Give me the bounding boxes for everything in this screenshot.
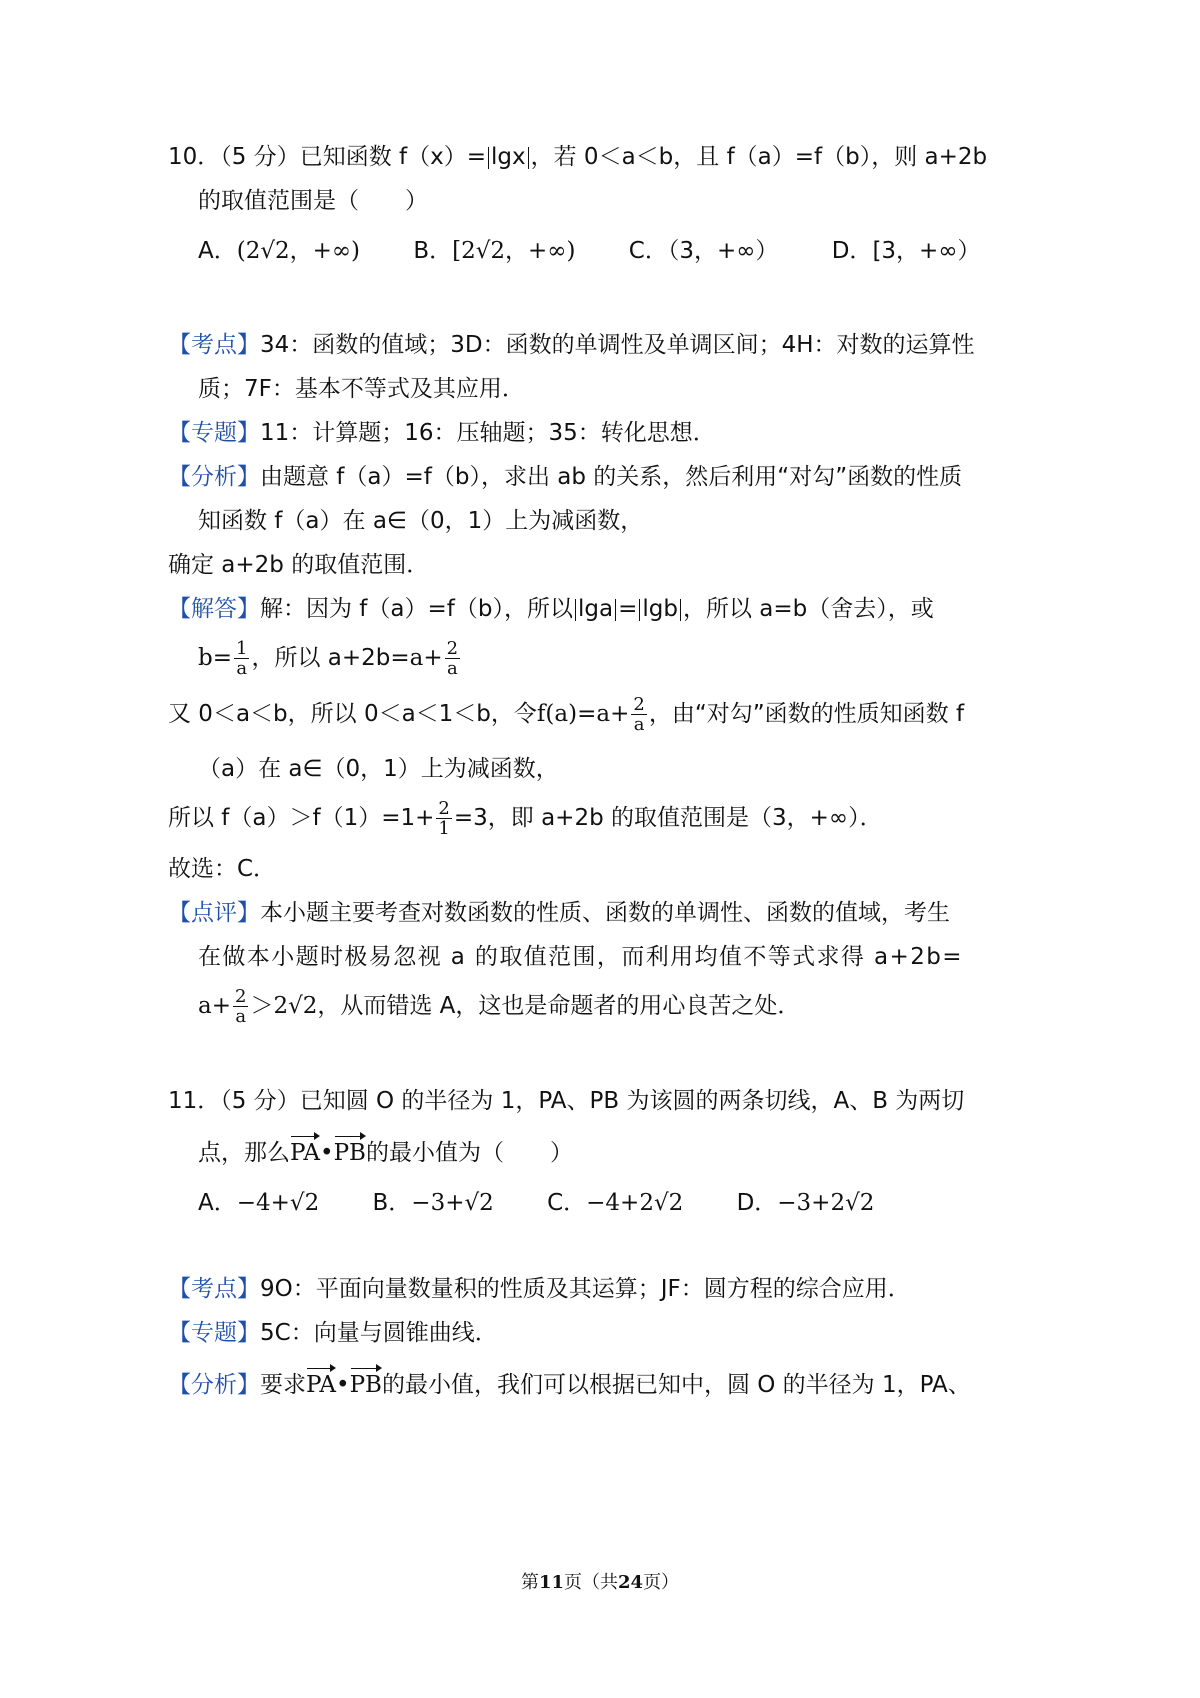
- fraction-2-over-a: $\frac{2}{a}$: [234, 986, 247, 1027]
- zhuanti-tag: 【专题】: [168, 420, 260, 446]
- fraction-2-over-1: $\frac{2}{1}$: [438, 798, 450, 839]
- q10-jieda-line2: b= $\frac{1}{a}$ ，所以 a+2b=a+ $\frac{2}{a}$: [198, 638, 459, 679]
- q10-fenxi-line3: 确定 a+2b 的取值范围．: [168, 552, 430, 578]
- vector-pa: PA: [290, 1134, 320, 1170]
- vector-pa: PA: [306, 1366, 336, 1402]
- q10-jieda-line4: （a）在 a∈（0，1）上为减函数，: [198, 756, 559, 782]
- q11-fenxi: 【分析】要求PA•PB的最小值，我们可以根据已知中，圆 O 的半径为 1，PA、: [168, 1366, 971, 1402]
- zhuanti-tag: 【专题】: [168, 1320, 260, 1346]
- fenxi-tag: 【分析】: [168, 464, 260, 490]
- q10-option-d: D．[3，+∞）: [831, 238, 981, 264]
- kaodian-tag: 【考点】: [168, 332, 260, 358]
- q10-dianping-line2: 在做本小题时极易忽视 a 的取值范围，而利用均值不等式求得 a+2b=: [198, 944, 963, 970]
- fenxi-tag: 【分析】: [168, 1372, 260, 1398]
- q11-option-d: D．−3+2√2: [736, 1190, 875, 1216]
- q10-option-c: C．（3，+∞）: [628, 238, 779, 264]
- q10-jieda-line6: 故选：C．: [168, 856, 277, 882]
- q11-option-b: B．−3+√2: [372, 1190, 494, 1216]
- q10-stem-line2: 的取值范围是（ ）: [198, 188, 428, 214]
- fraction-1-over-a: $\frac{1}{a}$: [236, 638, 248, 679]
- q10-jieda-line1: 【解答】解：因为 f（a）=f（b），所以 lga = lgb ，所以 a=b（舍去），或: [168, 596, 934, 622]
- dianping-tag: 【点评】: [168, 900, 260, 926]
- q10-option-b: B．[2√2，+∞): [413, 238, 576, 264]
- vector-pb: PB: [350, 1366, 382, 1402]
- fraction-2-over-a: $\frac{2}{a}$: [633, 694, 645, 735]
- q10-jieda-line5: 所以 f（a）＞f（1）=1+ $\frac{2}{1}$ =3，即 a+2b 的取值范围是（3，+∞）．: [168, 798, 883, 839]
- q11-stem-line2: 点，那么PA•PB的最小值为（ ）: [198, 1134, 573, 1170]
- q10-stem-line1: 10．（5 分）已知函数 f（x）= lgx ，若 0＜a＜b，且 f（a）=f（b），则 a+2b: [168, 144, 988, 170]
- q10-option-a: A．(2√2，+∞): [198, 238, 361, 264]
- fraction-2-over-a: $\frac{2}{a}$: [446, 638, 459, 679]
- q11-options: [198, 1186, 920, 1220]
- page-footer: 第11页（共24页）: [520, 1572, 680, 1593]
- q10-jieda-line3: 又 0＜a＜b，所以 0＜a＜1＜b，令f(a)=a+ $\frac{2}{a}$ ，由“对勾”函数的性质知函数 f: [168, 694, 965, 735]
- q10-fenxi-line2: 知函数 f（a）在 a∈（0，1）上为减函数，: [198, 508, 644, 534]
- q11-option-a: A．−4+√2: [198, 1190, 320, 1216]
- jieda-tag: 【解答】: [168, 596, 260, 622]
- q10-fenxi-line1: 【分析】由题意 f（a）=f（b），求出 ab 的关系，然后利用“对勾”函数的性质: [168, 464, 963, 490]
- kaodian-tag: 【考点】: [168, 1276, 260, 1302]
- q10-dianping-line1: 【点评】本小题主要考查对数函数的性质、函数的单调性、函数的值域，考生: [168, 900, 950, 926]
- q11-zhuanti: 【专题】5C：向量与圆锥曲线．: [168, 1320, 498, 1346]
- q10-dianping-line3: a+ $\frac{2}{a}$ ＞2√2，从而错选 A，这也是命题者的用心良苦之处．: [198, 986, 801, 1027]
- q10-zhuanti: 【专题】11：计算题；16：压轴题；35：转化思想．: [168, 420, 716, 446]
- total-pages: 24: [618, 1572, 644, 1593]
- vector-pb: PB: [334, 1134, 366, 1170]
- q11-stem-line1: 11．（5 分）已知圆 O 的半径为 1，PA、PB 为该圆的两条切线，A、B 为两切: [168, 1088, 965, 1114]
- q11-kaodian: 【考点】9O：平面向量数量积的性质及其运算；JF：圆方程的综合应用．: [168, 1276, 911, 1302]
- q11-option-c: C．−4+2√2: [547, 1190, 684, 1216]
- q10-kaodian-line2: 质；7F：基本不等式及其应用．: [198, 376, 525, 402]
- q10-options: [198, 234, 1026, 268]
- page-number: 11: [538, 1572, 564, 1593]
- q10-kaodian-line1: 【考点】34：函数的值域；3D：函数的单调性及单调区间；4H：对数的运算性: [168, 332, 975, 358]
